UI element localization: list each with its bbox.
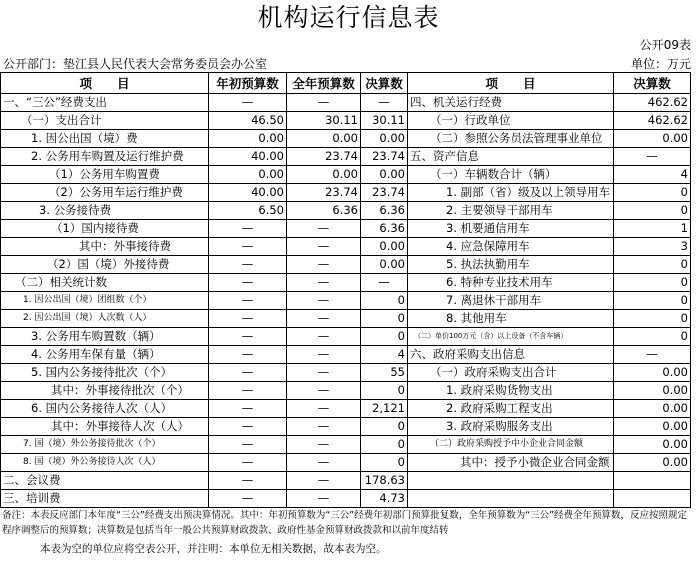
- right-item-label: 8. 其他用车: [408, 310, 614, 328]
- left-item-label: 1. 因公出国（境）团组数（个）: [1, 292, 209, 310]
- final-cell: 0.00: [361, 238, 408, 256]
- budget-full-cell: —: [287, 220, 361, 238]
- right-final-cell: 0.00: [614, 382, 691, 400]
- budget-full-cell: —: [287, 328, 361, 346]
- table-title: 机构运行信息表: [257, 3, 440, 32]
- right-item-label: （一）行政单位: [408, 112, 614, 130]
- budget-full-cell: —: [287, 382, 361, 400]
- budget-start-cell: —: [209, 454, 287, 472]
- final-cell: 0: [361, 454, 408, 472]
- right-item-label: 其中：授予小微企业合同金额: [408, 454, 614, 472]
- info-table: [0, 72, 691, 508]
- table-row: [1, 94, 691, 112]
- header-final-right: 决算数: [614, 73, 691, 94]
- budget-full-cell: —: [287, 472, 361, 490]
- right-final-cell: 1: [614, 220, 691, 238]
- header-item-right: 项 目: [408, 73, 614, 94]
- budget-full-cell: —: [287, 256, 361, 274]
- final-cell: —: [361, 274, 408, 292]
- table-row: [1, 256, 691, 274]
- table-row: [1, 400, 691, 418]
- table-row: [1, 148, 691, 166]
- budget-start-cell: 0.00: [209, 130, 287, 148]
- right-final-cell: 3: [614, 238, 691, 256]
- right-final-cell: 0: [614, 328, 691, 346]
- budget-full-cell: —: [287, 364, 361, 382]
- budget-start-cell: —: [209, 94, 287, 112]
- table-row: [1, 328, 691, 346]
- left-item-label: 3. 公务接待费: [1, 202, 209, 220]
- right-final-cell: 0: [614, 256, 691, 274]
- budget-start-cell: —: [209, 238, 287, 256]
- right-item-label: 7. 离退休干部用车: [408, 292, 614, 310]
- table-row: [1, 220, 691, 238]
- left-item-label: （2）国（境）外接待费: [1, 256, 209, 274]
- final-cell: 0.00: [361, 166, 408, 184]
- budget-full-cell: 23.74: [287, 184, 361, 202]
- right-item-label: （二）单价100万元（含）以上设备（不含车辆）: [408, 328, 614, 346]
- right-final-cell: 0: [614, 310, 691, 328]
- table-row: [1, 130, 691, 148]
- right-item-label: 五、资产信息: [408, 148, 614, 166]
- table-row: [1, 166, 691, 184]
- final-cell: 23.74: [361, 184, 408, 202]
- right-item-label: [408, 490, 614, 508]
- left-item-label: （1）国内接待费: [1, 220, 209, 238]
- left-item-label: 8. 国（境）外公务接待人次（人）: [1, 454, 209, 472]
- left-item-label: 其中：外事接待人次（人）: [1, 418, 209, 436]
- budget-full-cell: —: [287, 238, 361, 256]
- right-final-cell: 0.00: [614, 400, 691, 418]
- budget-full-cell: 0.00: [287, 166, 361, 184]
- table-row: [1, 238, 691, 256]
- budget-full-cell: —: [287, 490, 361, 508]
- right-final-cell: 0: [614, 184, 691, 202]
- budget-start-cell: —: [209, 310, 287, 328]
- budget-start-cell: —: [209, 400, 287, 418]
- budget-start-cell: —: [209, 472, 287, 490]
- budget-full-cell: —: [287, 292, 361, 310]
- header-item: 项 目: [1, 73, 209, 94]
- table-row: [1, 472, 691, 490]
- right-final-cell: 0.00: [614, 418, 691, 436]
- right-final-cell: 0.00: [614, 436, 691, 454]
- right-item-label: （二）政府采购授予中小企业合同金额: [408, 436, 614, 454]
- final-cell: —: [361, 94, 408, 112]
- budget-start-cell: —: [209, 292, 287, 310]
- budget-full-cell: —: [287, 310, 361, 328]
- budget-start-cell: 0.00: [209, 166, 287, 184]
- budget-full-cell: —: [287, 400, 361, 418]
- left-item-label: 1. 因公出国（境）费: [1, 130, 209, 148]
- right-final-cell: —: [614, 148, 691, 166]
- right-item-label: 5. 执法执勤用车: [408, 256, 614, 274]
- budget-full-cell: 6.36: [287, 202, 361, 220]
- budget-start-cell: —: [209, 220, 287, 238]
- table-row: [1, 454, 691, 472]
- budget-start-cell: —: [209, 490, 287, 508]
- right-final-cell: 462.62: [614, 112, 691, 130]
- final-cell: 6.36: [361, 202, 408, 220]
- budget-full-cell: 0.00: [287, 130, 361, 148]
- final-cell: 4.73: [361, 490, 408, 508]
- budget-full-cell: —: [287, 346, 361, 364]
- table-row: [1, 202, 691, 220]
- left-item-label: （2）公务用车运行维护费: [1, 184, 209, 202]
- right-final-cell: —: [614, 346, 691, 364]
- left-item-label: 2. 因公出国（境）人次数（人）: [1, 310, 209, 328]
- budget-start-cell: —: [209, 436, 287, 454]
- final-cell: 0: [361, 292, 408, 310]
- right-item-label: 2. 政府采购工程支出: [408, 400, 614, 418]
- unit-label: 单位：万元: [630, 57, 691, 71]
- form-code: 公开09表: [639, 38, 691, 52]
- final-cell: 0.00: [361, 256, 408, 274]
- right-item-label: [408, 472, 614, 490]
- final-cell: 2,121: [361, 400, 408, 418]
- budget-full-cell: —: [287, 436, 361, 454]
- final-cell: 4: [361, 346, 408, 364]
- right-final-cell: [614, 472, 691, 490]
- table-row: [1, 310, 691, 328]
- left-item-label: （1）公务用车购置费: [1, 166, 209, 184]
- right-item-label: 1. 副部（省）级及以上领导用车: [408, 184, 614, 202]
- final-cell: 0: [361, 382, 408, 400]
- right-final-cell: 4: [614, 166, 691, 184]
- budget-start-cell: —: [209, 328, 287, 346]
- left-item-label: 其中：外事接待批次（个）: [1, 382, 209, 400]
- right-final-cell: 0.00: [614, 454, 691, 472]
- final-cell: 23.74: [361, 148, 408, 166]
- right-item-label: 四、机关运行经费: [408, 94, 614, 112]
- left-item-label: 二、会议费: [1, 472, 209, 490]
- header-row: [1, 73, 691, 94]
- header-final: 决算数: [361, 73, 408, 94]
- final-cell: 6.36: [361, 220, 408, 238]
- table-row: [1, 418, 691, 436]
- left-item-label: 一、“三公”经费支出: [1, 94, 209, 112]
- budget-start-cell: 6.50: [209, 202, 287, 220]
- right-final-cell: 0: [614, 202, 691, 220]
- left-item-label: 2. 公务用车购置及运行维护费: [1, 148, 209, 166]
- final-cell: 0: [361, 328, 408, 346]
- right-item-label: 4. 应急保障用车: [408, 238, 614, 256]
- right-final-cell: 0: [614, 274, 691, 292]
- table-row: [1, 184, 691, 202]
- final-cell: 0: [361, 418, 408, 436]
- left-item-label: 3. 公务用车购置数（辆）: [1, 328, 209, 346]
- budget-start-cell: —: [209, 256, 287, 274]
- right-final-cell: 0: [614, 292, 691, 310]
- left-item-label: （一）支出合计: [1, 112, 209, 130]
- header-budget-full: 全年预算数: [287, 73, 361, 94]
- left-item-label: 4. 公务用车保有量（辆）: [1, 346, 209, 364]
- left-item-label: 7. 国（境）外公务接待批次（个）: [1, 436, 209, 454]
- final-cell: 55: [361, 364, 408, 382]
- budget-start-cell: —: [209, 418, 287, 436]
- budget-start-cell: 46.50: [209, 112, 287, 130]
- right-item-label: 3. 政府采购服务支出: [408, 418, 614, 436]
- table-row: [1, 490, 691, 508]
- right-item-label: 1. 政府采购货物支出: [408, 382, 614, 400]
- right-item-label: 6. 特种专业技术用车: [408, 274, 614, 292]
- left-item-label: （二）相关统计数: [1, 274, 209, 292]
- right-item-label: （二）参照公务员法管理事业单位: [408, 130, 614, 148]
- right-item-label: 2. 主要领导干部用车: [408, 202, 614, 220]
- right-item-label: （一）车辆数合计（辆）: [408, 166, 614, 184]
- table-row: [1, 382, 691, 400]
- right-item-label: 3. 机要通信用车: [408, 220, 614, 238]
- table-row: [1, 274, 691, 292]
- department-label: 公开部门：垫江县人民代表大会常务委员会办公室: [3, 57, 268, 71]
- left-item-label: 6. 国内公务接待人次（人）: [1, 400, 209, 418]
- left-item-label: 三、培训费: [1, 490, 209, 508]
- right-final-cell: 462.62: [614, 94, 691, 112]
- budget-full-cell: —: [287, 274, 361, 292]
- final-cell: 0: [361, 310, 408, 328]
- table-row: [1, 364, 691, 382]
- budget-full-cell: —: [287, 94, 361, 112]
- final-cell: 30.11: [361, 112, 408, 130]
- table-row: [1, 436, 691, 454]
- budget-start-cell: —: [209, 346, 287, 364]
- budget-full-cell: 23.74: [287, 148, 361, 166]
- budget-full-cell: —: [287, 418, 361, 436]
- budget-full-cell: 30.11: [287, 112, 361, 130]
- right-item-label: 六、政府采购支出信息: [408, 346, 614, 364]
- table-row: [1, 292, 691, 310]
- budget-start-cell: —: [209, 274, 287, 292]
- footnote-empty-table: 本表为空的单位应将空表公开，并注明：本单位无相关数据，故本表为空。: [40, 543, 387, 555]
- left-item-label: 5. 国内公务接待批次（个）: [1, 364, 209, 382]
- budget-start-cell: —: [209, 364, 287, 382]
- right-final-cell: 0.00: [614, 364, 691, 382]
- right-final-cell: 0.00: [614, 130, 691, 148]
- budget-start-cell: —: [209, 382, 287, 400]
- right-final-cell: [614, 490, 691, 508]
- left-item-label: 其中：外事接待费: [1, 238, 209, 256]
- footnote: 备注：本表反应部门本年度“三公”经费支出预决算情况。其中：年初预算数为“三公”经费年初部门预算批复数，全年预算数为“三公”经费全年预算数，反应按照规定程序调整后的预算数；决算数是包括当年一般公共预算财政拨款、政府性基金预算财政拨款和以前年度结转: [2, 510, 688, 536]
- table-row: [1, 112, 691, 130]
- right-item-label: （一）政府采购支出合计: [408, 364, 614, 382]
- header-budget-start: 年初预算数: [209, 73, 287, 94]
- final-cell: 0.00: [361, 130, 408, 148]
- budget-start-cell: 40.00: [209, 148, 287, 166]
- budget-full-cell: —: [287, 454, 361, 472]
- table-row: [1, 346, 691, 364]
- final-cell: 0: [361, 436, 408, 454]
- budget-start-cell: 40.00: [209, 184, 287, 202]
- final-cell: 178.63: [361, 472, 408, 490]
